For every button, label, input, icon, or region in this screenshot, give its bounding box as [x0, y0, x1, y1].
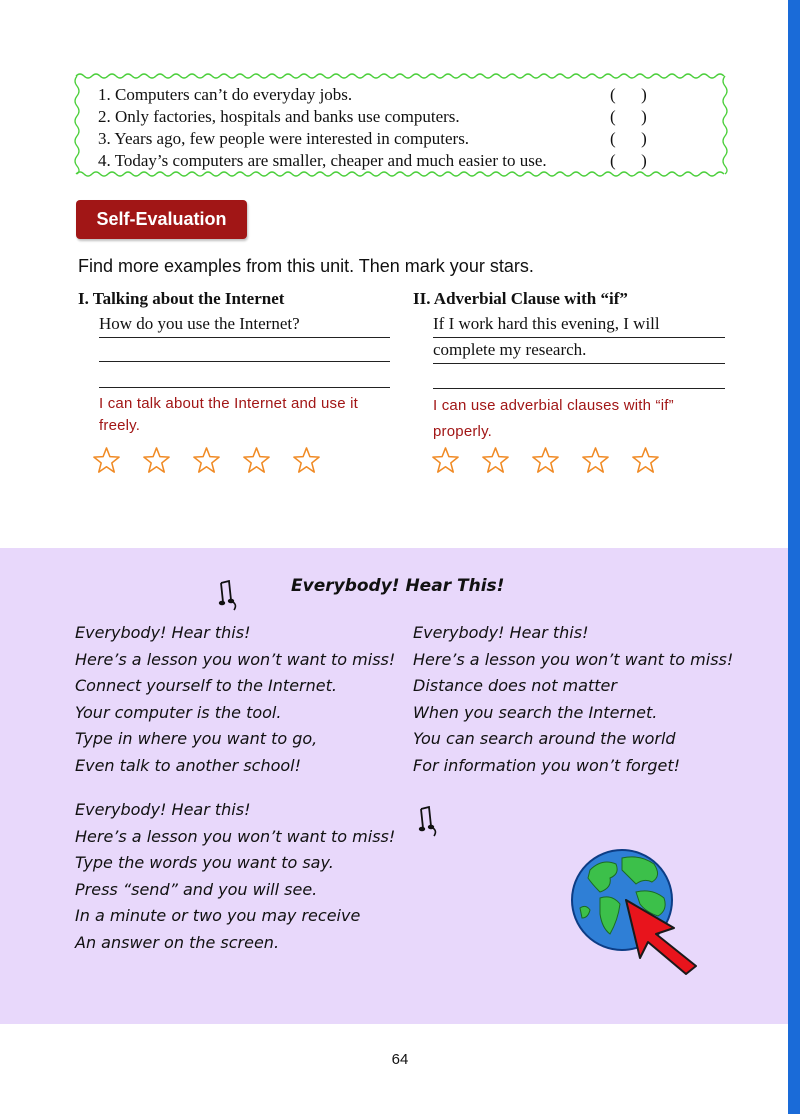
section-2-can-do: I can use adverbial clauses with “if” properly.	[433, 397, 674, 440]
true-false-box	[74, 72, 728, 178]
verse-2-line: Here’s a lesson you won’t want to miss!	[413, 649, 734, 669]
verse-2-line: When you search the Internet.	[413, 702, 658, 722]
verse-3-line: In a minute or two you may receive	[75, 906, 361, 925]
answer-blank-2[interactable]: ( )	[610, 107, 647, 126]
answer-blank-3[interactable]: ( )	[610, 129, 647, 148]
verse-1-line: Type in where you want to go,	[75, 729, 318, 748]
star-icon[interactable]	[431, 446, 460, 475]
star-icon[interactable]	[481, 446, 510, 475]
star-icon[interactable]	[92, 446, 121, 475]
song-panel	[0, 548, 788, 1024]
self-evaluation-label: Self-Evaluation	[76, 200, 247, 239]
verse-3-line: An answer on the screen.	[75, 932, 280, 952]
answer-blank-4[interactable]: ( )	[610, 151, 647, 170]
section-1-line-2[interactable]	[99, 337, 390, 362]
music-note-icon	[218, 580, 240, 612]
music-note-icon	[418, 806, 440, 838]
verse-1-line: Even talk to another school!	[75, 755, 302, 775]
song-title: Everybody! Hear This!	[291, 576, 505, 596]
statement-1: 1. Computers can’t do everyday jobs.	[98, 85, 353, 104]
verse-3-line: Here’s a lesson you won’t want to miss!	[75, 826, 396, 846]
star-icon[interactable]	[192, 446, 221, 475]
verse-2	[413, 620, 733, 779]
verse-2-line: You can search around the world	[413, 729, 676, 748]
statement-2: 2. Only factories, hospitals and banks use computers.	[98, 107, 460, 126]
verse-3	[75, 797, 395, 956]
star-icon[interactable]	[531, 446, 560, 475]
verse-1	[75, 620, 395, 779]
section-1-line-3[interactable]	[99, 363, 390, 388]
answer-blank-1[interactable]: ( )	[610, 85, 647, 104]
section-1-line-1[interactable]: How do you use the Internet?	[99, 313, 390, 338]
section-2-line-1[interactable]: If I work hard this evening, I will	[433, 313, 725, 338]
star-icon[interactable]	[142, 446, 171, 475]
page-number: 64	[391, 1051, 409, 1068]
verse-1-line: Connect yourself to the Internet.	[75, 676, 337, 695]
star-icon[interactable]	[581, 446, 610, 475]
verse-1-line: Here’s a lesson you won’t want to miss!	[75, 649, 396, 669]
star-icon[interactable]	[242, 446, 271, 475]
section-2-line-3[interactable]	[433, 364, 725, 389]
statement-4: 4. Today’s computers are smaller, cheaper and much easier to use.	[98, 151, 547, 170]
verse-1-line: Everybody! Hear this!	[75, 623, 251, 642]
statement-3: 3. Years ago, few people were interested in computers.	[98, 129, 470, 148]
section-2-line-2[interactable]: complete my research.	[433, 339, 725, 364]
verse-3-line: Press “send” and you will see.	[75, 879, 318, 899]
verse-1-line: Your computer is the tool.	[75, 702, 282, 722]
section-2-stars	[431, 446, 660, 475]
verse-3-line: Everybody! Hear this!	[75, 800, 251, 819]
globe-cursor-illustration	[570, 848, 706, 976]
section-1-can-do: I can talk about the Internet and use it freely.	[99, 395, 359, 434]
instruction-text: Find more examples from this unit. Then mark your stars.	[78, 256, 534, 276]
section-2-title: II. Adverbial Clause with “if”	[413, 289, 628, 308]
verse-2-line: Everybody! Hear this!	[413, 623, 589, 642]
verse-2-line: Distance does not matter	[413, 676, 617, 695]
star-icon[interactable]	[631, 446, 660, 475]
star-icon[interactable]	[292, 446, 321, 475]
section-1-stars	[92, 446, 321, 475]
page-edge-bar	[788, 0, 800, 1114]
section-1-title: I. Talking about the Internet	[78, 289, 285, 308]
verse-3-line: Type the words you want to say.	[75, 853, 334, 872]
verse-2-line: For information you won’t forget!	[413, 755, 680, 775]
